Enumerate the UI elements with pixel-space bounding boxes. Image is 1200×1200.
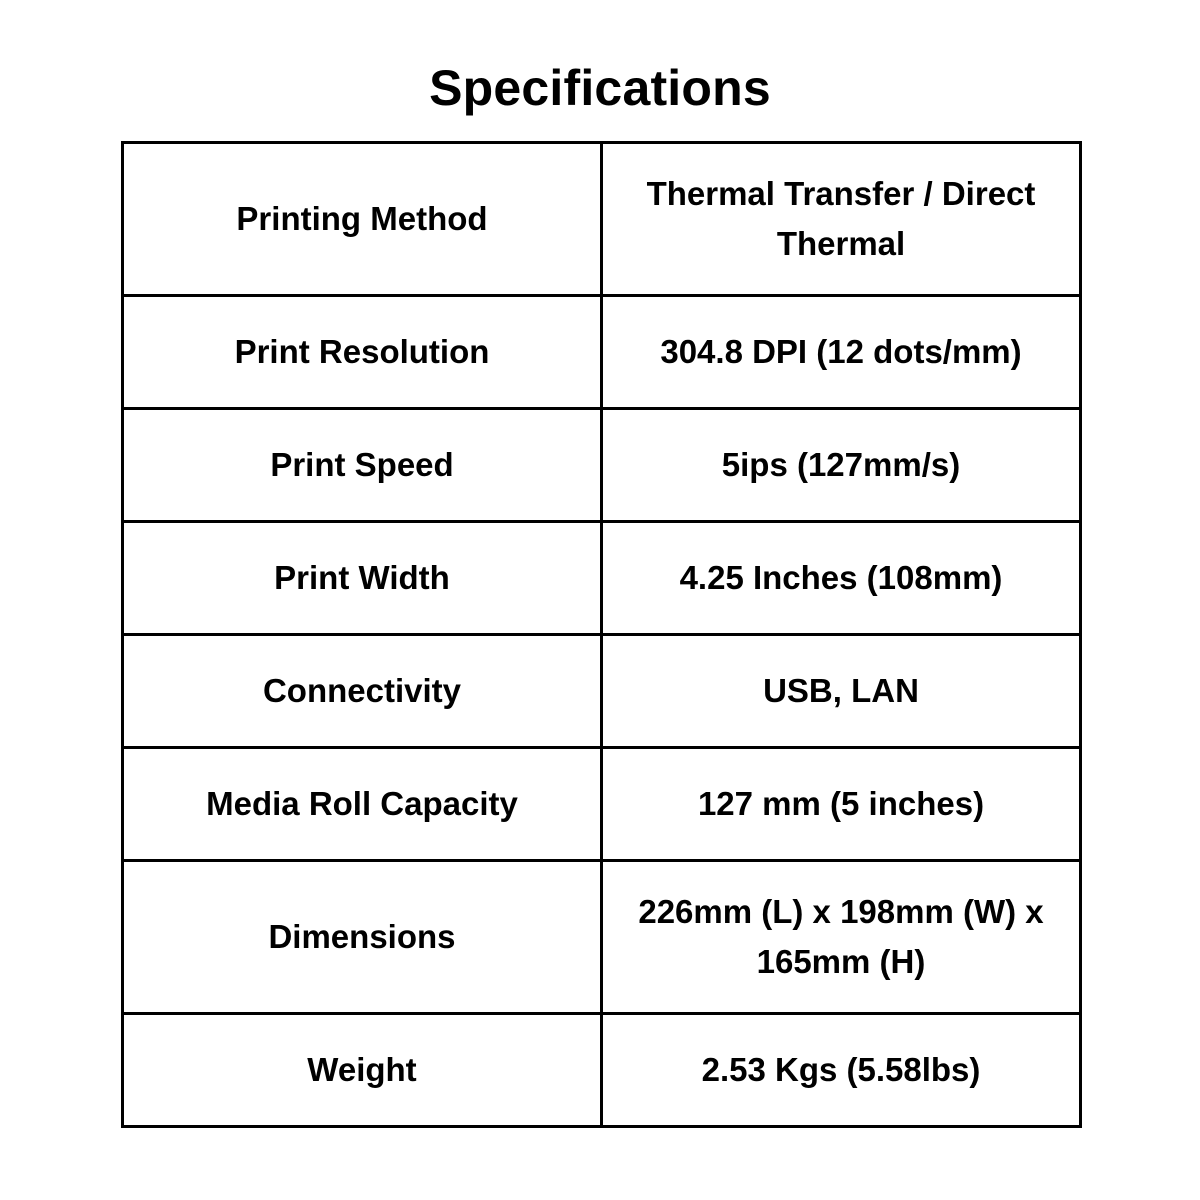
spec-value-print-width: 4.25 Inches (108mm) — [602, 522, 1081, 635]
spec-label-dimensions: Dimensions — [123, 861, 602, 1014]
table-row — [123, 748, 1081, 861]
page-title: Specifications — [429, 60, 771, 116]
spec-label-weight: Weight — [123, 1014, 602, 1127]
specifications-table — [121, 141, 1082, 1128]
table-row — [123, 861, 1081, 1014]
spec-label-print-speed: Print Speed — [123, 409, 602, 522]
table-row — [123, 522, 1081, 635]
spec-label-connectivity: Connectivity — [123, 635, 602, 748]
spec-value-dimensions: 226mm (L) x 198mm (W) x 165mm (H) — [602, 861, 1081, 1014]
table-row — [123, 296, 1081, 409]
table-row — [123, 635, 1081, 748]
spec-label-print-resolution: Print Resolution — [123, 296, 602, 409]
table-row — [123, 143, 1081, 296]
spec-label-media-roll-capacity: Media Roll Capacity — [123, 748, 602, 861]
spec-label-print-width: Print Width — [123, 522, 602, 635]
spec-value-connectivity: USB, LAN — [602, 635, 1081, 748]
spec-value-weight: 2.53 Kgs (5.58lbs) — [602, 1014, 1081, 1127]
spec-label-printing-method: Printing Method — [123, 143, 602, 296]
spec-value-print-speed: 5ips (127mm/s) — [602, 409, 1081, 522]
spec-value-media-roll-capacity: 127 mm (5 inches) — [602, 748, 1081, 861]
spec-value-printing-method: Thermal Transfer / Direct Thermal — [602, 143, 1081, 296]
table-row — [123, 1014, 1081, 1127]
spec-value-print-resolution: 304.8 DPI (12 dots/mm) — [602, 296, 1081, 409]
table-row — [123, 409, 1081, 522]
